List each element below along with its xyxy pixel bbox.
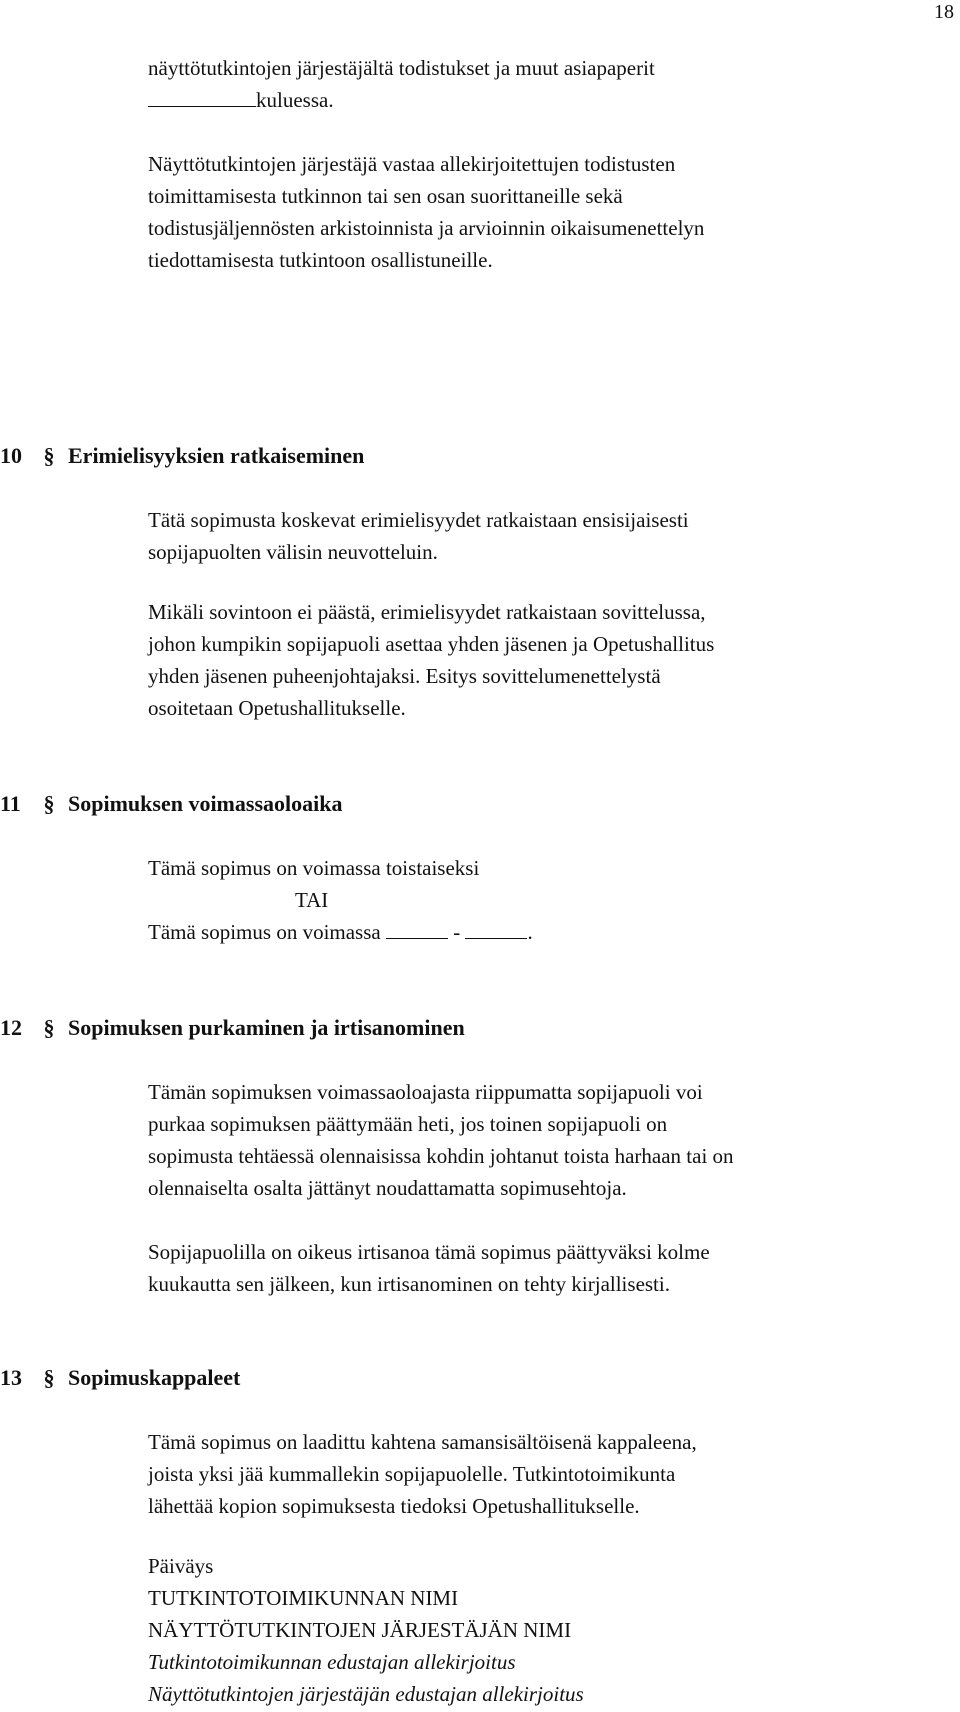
section-sign-icon: §	[43, 791, 55, 816]
section-11-body	[148, 852, 938, 948]
text-line: purkaa sopimuksen päättymään heti, jos toinen sopijapuoli on	[148, 1112, 668, 1136]
section-title: Sopimuskappaleet	[68, 1365, 241, 1390]
text-line: osoitetaan Opetushallitukselle.	[148, 696, 406, 720]
blank-line	[148, 105, 256, 107]
text-line: kuukautta sen jälkeen, kun irtisanominen on tehty kirjallisesti.	[148, 1272, 670, 1296]
committee-name: TUTKINTOTOIMIKUNNAN NIMI	[148, 1586, 459, 1610]
text-line: sopimusta tehtäessä olennaisissa kohdin johtanut toista harhaan tai on	[148, 1144, 734, 1168]
text-line	[148, 916, 938, 948]
section-title: Sopimuksen purkaminen ja irtisanominen	[68, 1015, 465, 1040]
section-12-heading	[0, 1012, 465, 1044]
section-sign-icon: §	[43, 443, 55, 468]
text-line: Tämä sopimus on laadittu kahtena samansisältöisenä kappaleena,	[148, 1430, 697, 1454]
section-title: Erimielisyyksien ratkaiseminen	[68, 443, 365, 468]
page-number: 18	[934, 1, 954, 23]
text-line: joista yksi jää kummallekin sopijapuolelle. Tutkintotoimikunta	[148, 1462, 676, 1486]
section-number: 10	[0, 443, 22, 468]
date-label: Päiväys	[148, 1554, 214, 1578]
text-fragment: kuluessa.	[256, 88, 334, 112]
text-line: näyttötutkintojen järjestäjältä todistukset ja muut asiapaperit	[148, 56, 655, 80]
section-10-paragraph-2	[148, 596, 938, 724]
text-line: johon kumpikin sopijapuoli asettaa yhden jäsenen ja Opetushallitus	[148, 632, 715, 656]
text-line: toimittamisesta tutkinnon tai sen osan suorittaneille sekä	[148, 184, 623, 208]
intro-paragraph	[148, 52, 938, 116]
text-line: sopijapuolten välisin neuvotteluin.	[148, 540, 438, 564]
section-title: Sopimuksen voimassaoloaika	[68, 791, 343, 816]
text-fragment: -	[453, 920, 461, 944]
text-line: Näyttötutkintojen järjestäjä vastaa allekirjoitettujen todistusten	[148, 152, 676, 176]
text-line: lähettää kopion sopimuksesta tiedoksi Opetushallitukselle.	[148, 1494, 640, 1518]
committee-signature-label: Tutkintotoimikunnan edustajan allekirjoitus	[148, 1650, 516, 1674]
text-line: todistusjäljennösten arkistoinnista ja arvioinnin oikaisumenettelyn	[148, 216, 705, 240]
text-line: Tätä sopimusta koskevat erimielisyydet ratkaistaan ensisijaisesti	[148, 508, 689, 532]
signature-block	[148, 1550, 938, 1710]
organizer-name: NÄYTTÖTUTKINTOJEN JÄRJESTÄJÄN NIMI	[148, 1618, 572, 1642]
responsibility-paragraph	[148, 148, 938, 276]
text-line: Sopijapuolilla on oikeus irtisanoa tämä sopimus päättyväksi kolme	[148, 1240, 710, 1264]
section-12-paragraph-2	[148, 1236, 938, 1300]
text-line: olennaiselta osalta jättänyt noudattamatta sopimusehtoja.	[148, 1176, 627, 1200]
text-line: Mikäli sovintoon ei päästä, erimielisyydet ratkaistaan sovittelussa,	[148, 600, 706, 624]
text-fragment: Tämä sopimus on voimassa	[148, 920, 381, 944]
section-sign-icon: §	[43, 1365, 55, 1390]
section-10-paragraph-1	[148, 504, 938, 568]
section-number: 11	[0, 791, 21, 816]
text-line: tiedottamisesta tutkintoon osallistuneille.	[148, 248, 493, 272]
blank-line	[386, 937, 448, 939]
text-line	[148, 84, 938, 116]
section-11-heading	[0, 788, 342, 820]
section-number: 12	[0, 1015, 22, 1040]
section-10-heading	[0, 440, 364, 472]
section-13-paragraph-1	[148, 1426, 938, 1522]
text-line: yhden jäsenen puheenjohtajaksi. Esitys sovittelumenettelystä	[148, 664, 661, 688]
section-sign-icon: §	[43, 1015, 55, 1040]
text-fragment: .	[527, 920, 533, 944]
section-number: 13	[0, 1365, 22, 1390]
text-line: Tämän sopimuksen voimassaoloajasta riippumatta sopijapuoli voi	[148, 1080, 703, 1104]
text-line: TAI	[295, 888, 329, 912]
blank-line	[465, 937, 527, 939]
organizer-signature-label: Näyttötutkintojen järjestäjän edustajan allekirjoitus	[148, 1682, 584, 1706]
text-line: Tämä sopimus on voimassa toistaiseksi	[148, 856, 480, 880]
section-13-heading	[0, 1362, 240, 1394]
section-12-paragraph-1	[148, 1076, 938, 1204]
